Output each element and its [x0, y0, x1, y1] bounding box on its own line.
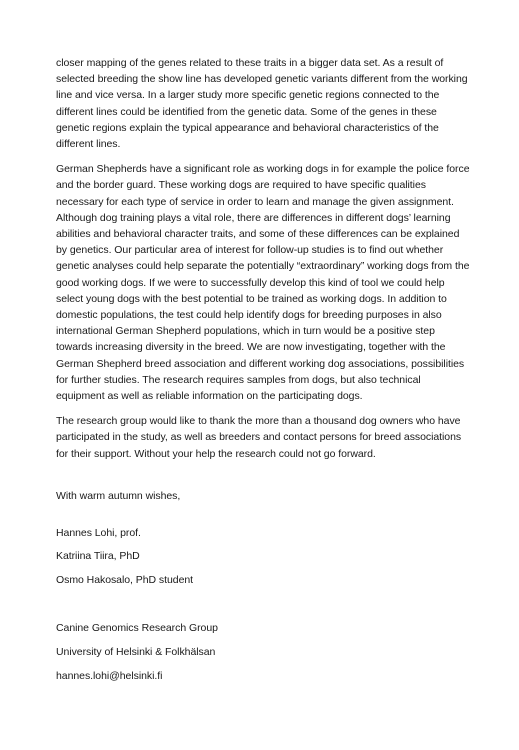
signatory-1: Hannes Lohi, prof.: [56, 526, 141, 539]
closing-block: [56, 488, 470, 588]
letter-body: [56, 55, 470, 691]
body-paragraph-2: German Shepherds have a significant role as working dogs in for example the police force and the border guard. These working dogs are required to have specific qualities necessary for each type of service in order to learn and manage the given assignment. Although dog training plays a vital role, there are differences in different dogs’ learning abilities and behavioral character traits, and some of these differences can be explained by genetics. Our particular area of interest for follow-up studies is to find out whether genetic analyses could help separate the potentially “extraordinary” working dogs from the good working dogs. If we were to successfully develop this kind of tool we could help select young dogs with the best potential to be trained as working dogs. In addition to domestic populations, the test could help identify dogs for breeding purposes in also international German Shepherd populations, which in turn would be a positive step towards increasing diversity in the breed. We are now investigating, together with the German Shepherd breed association and different working dog associations, possibilities for further studies. The research requires samples from dogs, but also technical equipment as well as reliable information on the participating dogs.: [56, 163, 470, 403]
closing-greeting: With warm autumn wishes,: [56, 489, 181, 502]
body-paragraph-3: The research group would like to thank the more than a thousand dog owners who have participated in the study, as well as breeders and contact persons for breed associations for their support. Without your help the research could not go forward.: [56, 415, 462, 460]
body-paragraph-1: closer mapping of the genes related to these traits in a bigger data set. As a result of selected breeding the show line has developed genetic variants different from the working line and vice versa. In a larger study more specific genetic regions connected to the different lines could be identified from the genetic data. Some of the genes in these genetic regions explain the typical appearance and behavioral characteristics of the different lines.: [56, 57, 468, 151]
institution-name: University of Helsinki & Folkhälsan: [56, 645, 216, 658]
signatory-3: Osmo Hakosalo, PhD student: [56, 573, 194, 586]
signatory-2: Katriina Tiira, PhD: [56, 550, 140, 563]
contact-block: [56, 620, 470, 684]
research-group-name: Canine Genomics Research Group: [56, 622, 218, 635]
contact-email: hannes.lohi@helsinki.fi: [56, 669, 163, 682]
closing-spacer: [56, 512, 470, 525]
